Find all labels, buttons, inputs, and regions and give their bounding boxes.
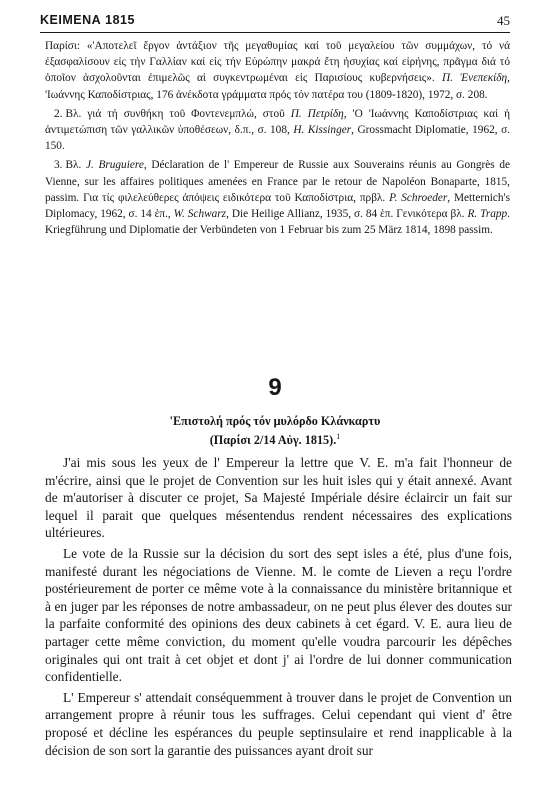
document-heading <box>0 413 550 448</box>
footnote-text: Βλ. γιά τή συνθήκη τοῦ Φοντενεμπλώ, στοῦ <box>65 107 291 120</box>
heading-line-2 <box>0 429 550 448</box>
footnote-author: W. Schwarz <box>173 208 227 221</box>
body-paragraph-1: J'ai mis sous les yeux de l' Empereur la lettre que V. E. m'a fait l'honneur de m'écrire, ainsi que le projet de Convention sur les huit isles qui y était annexé. Avant de m'autoriser à discuter ce projet, Sa Majesté Impériale désire éclaircir un fait sur lequel il parait que quelques mésentendus rendent nécessaires des explications ultérieures. <box>45 455 512 541</box>
page-number: 45 <box>497 13 510 28</box>
footnote-text: , 'Ο 'Ιωάννης Καποδίστριας καί ἡ ἀντιμετώπιση τῶν γαλλικῶν ὑποθέσεων, δ.π., σ. 108, <box>45 107 510 137</box>
footnote-author: J. Bruguiere <box>85 159 144 172</box>
footnote-text: Παρίσι: «'Αποτελεῖ ἔργον ἀντάξιον τῆς μεγαθυμίας καί τοῦ μεγαλείου τῶν συμμάχων, τό νά ἐξασφαλίσουν εἰς τήν Γαλλίαν καί εἰς τήν Εὐρώπην μακρά ἔτη ἡσυχίας καί εἰρήνης, πρᾶγμα διά τό ὁποῖον ἀσχολοῦνται ἐπιμελῶς αἱ συγκεντρωμέναι εἰς Παρισίους κυβερνήσεις». <box>45 40 510 85</box>
footnote-3 <box>45 157 510 238</box>
footnote-author: Π. Ἐνεπεκίδη <box>441 72 508 85</box>
footnote-2 <box>45 106 510 155</box>
footnote-author: H. Kissinger <box>293 124 352 137</box>
running-title: ΚΕΙΜΕΝΑ 1815 <box>40 13 135 27</box>
footnote-label: 3. <box>54 159 63 172</box>
footnote-label: 2. <box>54 107 63 120</box>
footnote-text: , Die Heilige Allianz, 1935, σ. 84 ἑπ. Γενικότερα βλ. <box>226 208 468 221</box>
letter-body <box>45 454 512 762</box>
footnote-cont <box>45 38 510 103</box>
document-number: 9 <box>268 374 282 401</box>
header-rule <box>40 32 510 33</box>
footnote-text: , Grossmacht Diplomatie, 1962, σ. 150. <box>45 124 510 153</box>
footnote-text: , Metternich's Diplomacy, 1962, σ. 14 ἑπ., <box>45 191 510 221</box>
footnote-text: , Déclaration de l' Empereur de Russie aux Souverains réunis au Gongrès de Vienne, sur les affaires politiques amenées en France par le retour de Napoléon Bonaparte, 1815, passim. Για τίς φιλελεύθερες ἀπόψεις ειδικότερα τοῦ Καποδίστρια, πρβλ. <box>45 159 510 204</box>
heading-line-1: 'Επιστολή πρός τόν μυλόρδο Κλάνκαρτυ <box>169 414 381 428</box>
running-header <box>40 13 510 29</box>
body-paragraph-3: L' Empereur s' attendait conséquemment à trouver dans le projet de Convention un arrangement propre à réunir tous les suffrages. Celui cependant qui vient d' être proposé et décline les espérances du peuple septinsulaire et rend inapplicable à la décision de son sort la garantie des puissances ayant droit sur <box>45 689 512 758</box>
footnote-reference: 1 <box>336 432 341 441</box>
footnote-text: Βλ. <box>65 159 86 172</box>
footnote-text: . Kriegführung und Diplomatie der Verbündeten von 1 Februar bis zum 25 März 1814, 1898 passim. <box>45 208 510 237</box>
body-paragraph-2: Le vote de la Russie sur la décision du sort des sept isles a été, plus d'une fois, manifesté durant les négociations de Vienne. M. le comte de Lieven a reçu l'ordre postérieurement de porter ce même vote à la connaissance du ministère britannique et à en juger par les réponses de notre ambassadeur, on ne peut plus élever des doutes sur la parfaite conformité des opinions des deux cabinets à cet égard. V. E. aura lieu de partager cette même conviction, du moment qu'elle voudra parcourir les dépêches originales qui ont trait à cet objet et dont j' ai l'ordre de lui donner communication confidentielle. <box>45 545 512 685</box>
footnote-author: P. Schroeder <box>389 191 448 204</box>
footnote-text: , 'Ιωάννης Καποδίστριας, 176 ἀνέκδοτα γράμματα πρός τόν πατέρα του (1809-1820), 1972, σ. 208. <box>45 72 510 101</box>
heading-date: (Παρίσι 2/14 Αὐγ. 1815). <box>209 433 337 448</box>
footnote-author: R. Trapp <box>467 208 508 221</box>
footnote-author: Π. Πετρίδη <box>290 107 344 120</box>
footnotes-section <box>45 38 510 241</box>
